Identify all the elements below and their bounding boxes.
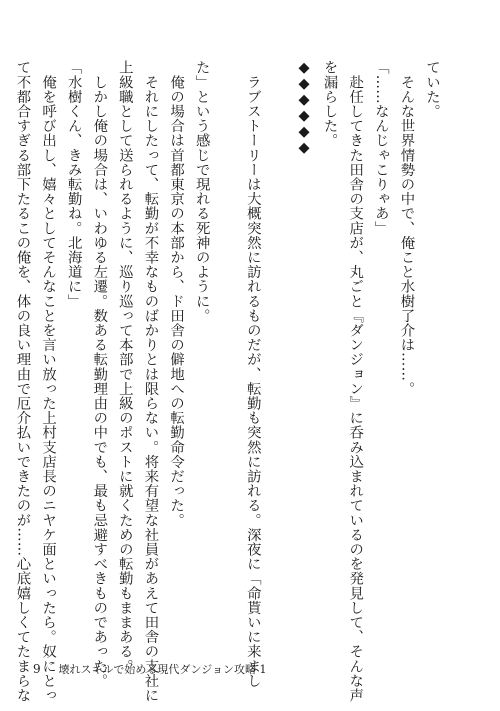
- dialogue-line: 「水樹くん、きみ転勤ね。北海道に」: [65, 60, 82, 309]
- text-line: それにしたって、転勤が不幸なものばかりとは限らない。将来有望な社員があえて田舎の支社に: [142, 60, 159, 703]
- text-line: て不都合すぎる部下たるこの俺を、体の良い理由で厄介払いできたのが……心底嬉しくてたまらな: [14, 60, 31, 703]
- text-line: 俺を呼び出し、嬉々としてそんなことを言い放った上村支店長のニヤケ面といったら。奴にとっ: [40, 60, 57, 703]
- scene-break-marker: ◆◆◆◆◆◆: [296, 60, 313, 156]
- page-number: 9: [33, 662, 41, 676]
- text-line: 赴任してきた田舎の支店が、丸ごと『ダンジョン』に呑み込まれているのを発見して、そんな声: [347, 60, 364, 703]
- dialogue-line: 「……なんじゃこりゃあ」: [372, 60, 389, 236]
- text-line: 上級職として送られるように、巡り巡って本部で上級のポストに就くための転勤もままある。: [116, 60, 133, 674]
- text-line: しかし俺の場合は、いわゆる左遷。数ある転勤理由の中でも、最も忌避すべきものであった。: [91, 60, 108, 688]
- text-line: ラブストーリーは大概突然に訪れるものだが、転勤も突然に訪れる。深夜に「命貰いに来まし: [244, 60, 261, 688]
- text-line: そんな世界情勢の中で、俺こと水樹了介は……。: [398, 60, 415, 396]
- text-line: た」という感じで現れる死神のように。: [193, 60, 210, 323]
- text-line: 俺の場合は首都東京の本部から、ド田舎の僻地への転勤命令だった。: [168, 60, 185, 528]
- book-title: 壊れスキルで始める現代ダンジョン攻略 1: [58, 663, 267, 676]
- text-line: ていた。: [424, 60, 440, 119]
- text-line: を漏らした。: [321, 60, 338, 148]
- page-footer: [33, 662, 267, 677]
